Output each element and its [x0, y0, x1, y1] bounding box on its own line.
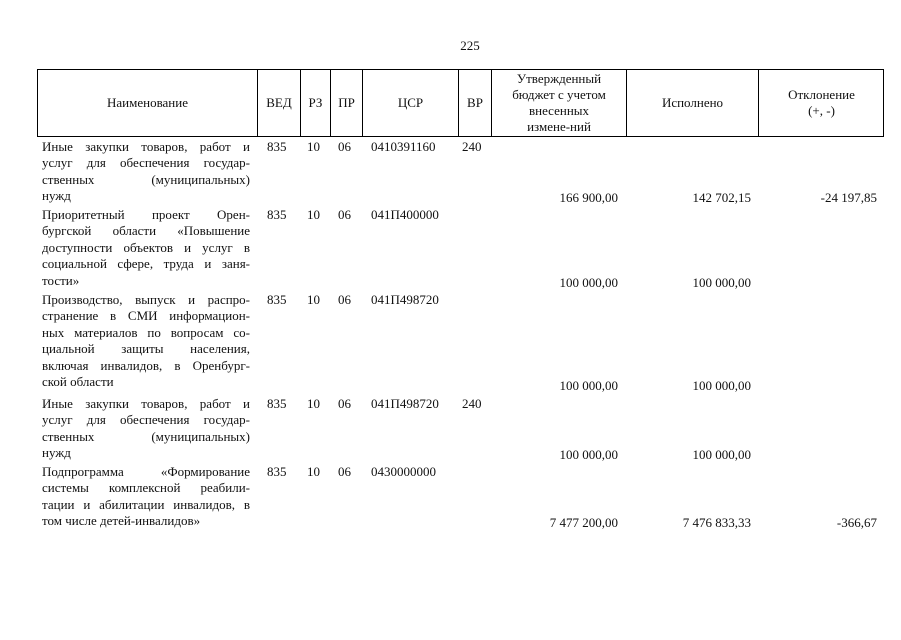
row-csr: 041П400000 — [371, 207, 439, 222]
row-rz: 10 — [307, 464, 320, 479]
row-pr: 06 — [338, 464, 351, 479]
row-rz: 10 — [307, 139, 320, 154]
row-csr: 041П498720 — [371, 292, 439, 307]
header-vr: ВР — [458, 70, 491, 136]
header-executed: Исполнено — [626, 70, 758, 136]
row-ved: 835 — [267, 292, 287, 307]
header-approved: Утвержденный бюджет с учетом внесенных измене-ний — [491, 70, 626, 136]
row-name: Приоритетный проект Орен- бургской области «Повышение доступности объектов и услуг в социальной сфере, труда и заня- тости» — [42, 207, 250, 288]
row-csr: 0410391160 — [371, 139, 436, 154]
row-rz: 10 — [307, 292, 320, 307]
row-rz: 10 — [307, 207, 320, 222]
row-name: Иные закупки товаров, работ и услуг для обеспечения государ- ственных (муниципальных) нужд — [42, 396, 250, 461]
row-vr: 240 — [462, 396, 482, 411]
row-pr: 06 — [338, 139, 351, 154]
row-ved: 835 — [267, 207, 287, 222]
row-ved: 835 — [267, 464, 287, 479]
row-deviation: -24 197,85 — [820, 190, 877, 205]
header-pr: ПР — [330, 70, 362, 136]
row-approved: 100 000,00 — [559, 275, 618, 290]
row-deviation: -366,67 — [836, 515, 877, 530]
row-approved: 7 477 200,00 — [549, 515, 618, 530]
row-name: Подпрограмма «Формирование системы комплексной реабили- тации и абилитации инвалидов, в том числе детей-инвалидов» — [42, 464, 250, 529]
row-approved: 100 000,00 — [559, 378, 618, 393]
row-executed: 100 000,00 — [692, 447, 751, 462]
row-rz: 10 — [307, 396, 320, 411]
row-approved: 166 900,00 — [559, 190, 618, 205]
row-pr: 06 — [338, 292, 351, 307]
header-deviation: Отклонение (+, -) — [758, 70, 884, 136]
row-pr: 06 — [338, 207, 351, 222]
row-csr: 041П498720 — [371, 396, 439, 411]
row-vr: 240 — [462, 139, 482, 154]
header-csr: ЦСР — [362, 70, 458, 136]
row-ved: 835 — [267, 396, 287, 411]
row-pr: 06 — [338, 396, 351, 411]
row-executed: 7 476 833,33 — [682, 515, 751, 530]
row-name: Производство, выпуск и распро- странение в СМИ информацион- ных материалов по вопросам со- циальной защиты населения, включая инвалидов, в Оренбург- ской области — [42, 292, 250, 390]
row-ved: 835 — [267, 139, 287, 154]
row-approved: 100 000,00 — [559, 447, 618, 462]
header-name: Наименование — [107, 95, 188, 110]
row-csr: 0430000000 — [371, 464, 436, 479]
row-executed: 142 702,15 — [692, 190, 751, 205]
page-number: 225 — [460, 38, 480, 53]
header-rz: РЗ — [300, 70, 330, 136]
header-ved: ВЕД — [257, 70, 300, 136]
row-executed: 100 000,00 — [692, 275, 751, 290]
row-name: Иные закупки товаров, работ и услуг для обеспечения государ- ственных (муниципальных) нужд — [42, 139, 250, 204]
row-executed: 100 000,00 — [692, 378, 751, 393]
table-header — [37, 69, 884, 137]
